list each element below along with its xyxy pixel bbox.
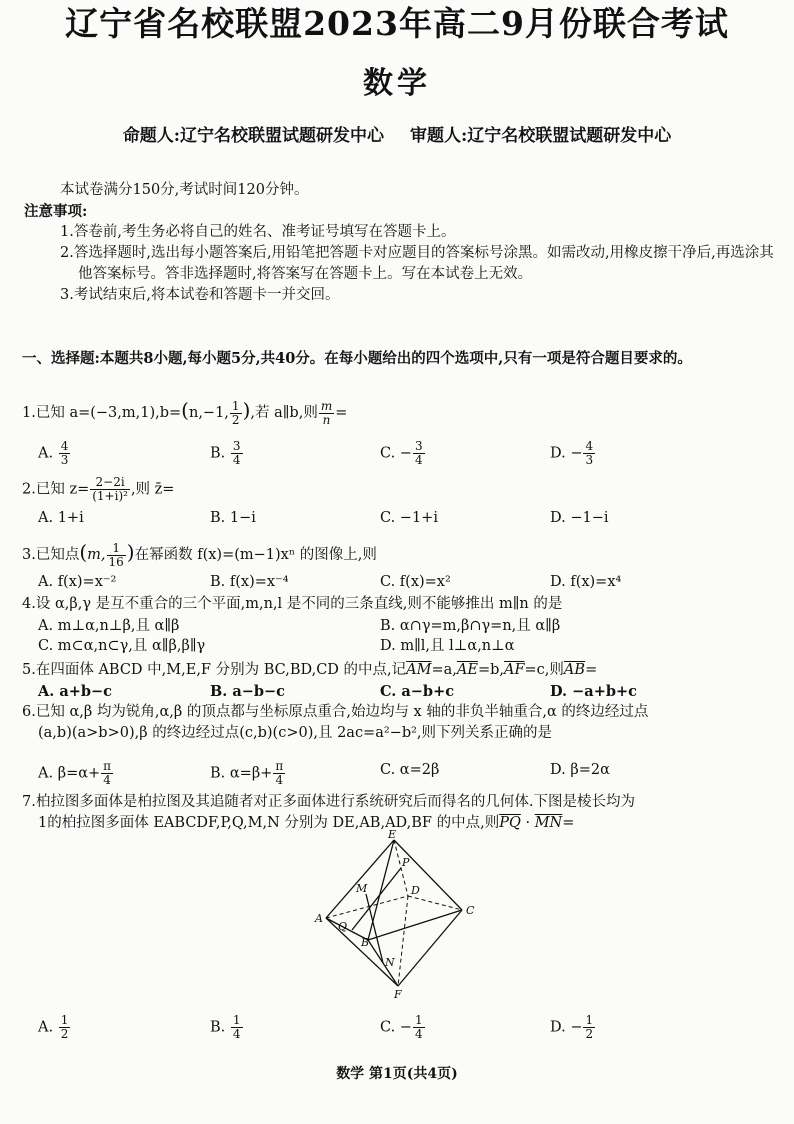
q5-stem-a: 5.在四面体 ABCD 中,M,E,F 分别为 BC,BD,CD 的中点,记 (22, 662, 407, 678)
q3-option-b[interactable]: B. f(x)=x⁻⁴ (210, 574, 289, 590)
q4-options (38, 616, 768, 660)
section-1-heading (22, 348, 774, 369)
subject-title: 数学 (363, 66, 431, 101)
section-1-text: 一、选择题:本题共8小题,每小题5分,共40分。在每小题给出的四个选项中,只有一项是符合题目要求的。 (22, 350, 692, 367)
q5-option-a[interactable]: A. a+b−c (38, 683, 113, 700)
q4-option-b[interactable]: B. α∩γ=m,β∩γ=n,且 α∥β (380, 618, 561, 634)
score-time: 本试卷满分150分,考试时间120分钟。 (60, 182, 309, 198)
q1-options (38, 439, 768, 467)
q6-option-d[interactable]: D. β=2α (550, 762, 610, 778)
q3-option-d[interactable]: D. f(x)=x⁴ (550, 574, 622, 590)
note-1: 1.答卷前,考生务必将自己的姓名、准考证号填写在答题卡上。 (60, 224, 456, 241)
edge-af (326, 918, 398, 986)
authors-line (0, 124, 794, 148)
intro-block (22, 180, 774, 306)
q2-fraction: $\frac{2-2i}{\text{(1+i)²}}$ (92, 475, 128, 503)
q3-point-m: m, (87, 547, 106, 563)
label-f: F (394, 988, 402, 1000)
reviewer: 审题人:辽宁名校联盟试题研发中心 (410, 126, 672, 146)
edge-bc (368, 910, 462, 940)
q7-vec-pq: $\overline{PQ}$ (499, 815, 521, 832)
q7-option-b[interactable]: B. $\frac{1}{4}$ (210, 1013, 241, 1041)
label-e: E (388, 830, 397, 841)
q4-option-c[interactable]: C. m⊂α,n⊂γ,且 α∥β,β∥γ (38, 638, 206, 654)
q5-vec-ae: $\overline{AE}$ (456, 662, 478, 678)
q5-vec-ab: $\overline{AB}$ (563, 662, 586, 678)
q3-fraction: $\frac{1}{16}$ (108, 540, 124, 569)
q2-option-d[interactable]: D. −1−i (550, 510, 609, 526)
q3-options (38, 572, 768, 596)
q5-vec-af: $\overline{AF}$ (503, 662, 525, 678)
q2-option-a[interactable]: A. 1+i (38, 510, 84, 526)
q1-stem-c: ,若 a∥b,则 (250, 405, 318, 421)
q4-option-d[interactable]: D. m∥l,且 l⊥α,n⊥α (380, 638, 515, 654)
label-b: B (361, 936, 370, 949)
q2-options (38, 508, 768, 532)
note-3: 3.考试结束后,将本试卷和答题卡一并交回。 (60, 287, 340, 304)
q6-line-2: (a,b)(a>b>0),β 的终边经过点(c,b)(c>0),且 2ac=a²−b²,则下列关系正确的是 (38, 725, 553, 742)
question-2 (22, 476, 774, 503)
q5-option-c[interactable]: C. a−b+c (380, 683, 455, 700)
q4-option-a[interactable]: A. m⊥α,n⊥β,且 α∥β (38, 618, 180, 634)
q6-option-c[interactable]: C. α=2β (380, 762, 440, 778)
octahedron-figure (312, 830, 492, 1000)
question-7 (22, 792, 774, 834)
label-a: A (315, 912, 323, 925)
q1-ratio: $\frac{m}{n}$ (320, 398, 333, 427)
q5-vec-am: $\overline{AM}$ (406, 662, 432, 678)
label-d: D (411, 884, 420, 897)
q6-option-a[interactable]: A. β=α+ $\frac{\pi}{4}$ (38, 759, 112, 787)
q1-option-b[interactable]: B. $\frac{3}{4}$ (210, 439, 241, 467)
q7-options (38, 1014, 768, 1044)
q1-stem-a: 1.已知 a=(−3,m,1),b= (22, 405, 182, 421)
q6-option-b[interactable]: B. α=β+ $\frac{\pi}{4}$ (210, 759, 284, 787)
q7-vec-mn: $\overline{MN}$ (534, 815, 563, 832)
setter: 命题人:辽宁名校联盟试题研发中心 (122, 126, 384, 146)
label-q: Q (338, 920, 348, 933)
q2-stem-b: ,则 z̄= (130, 481, 175, 498)
exam-title: 辽宁省名校联盟2023年高二9月份联合考试 (65, 4, 729, 43)
q1-option-d[interactable]: D. − $\frac{4}{3}$ (550, 439, 594, 467)
q2-option-b[interactable]: B. 1−i (210, 510, 256, 526)
edge-cf (398, 910, 462, 986)
edge-ec (394, 840, 462, 910)
q1-option-c[interactable]: C. − $\frac{3}{4}$ (380, 439, 423, 467)
q1-stem-b: n,−1, (188, 405, 229, 421)
question-4: 4.设 α,β,γ 是互不重合的三个平面,m,n,l 是不同的三条直线,则不能够推出 m∥n 的是 (22, 596, 563, 612)
q7-option-d[interactable]: D. − $\frac{1}{2}$ (550, 1013, 594, 1041)
question-1: 1.已知 a=(−3,m,1),b=(n,−1, $\frac{1}{2}$ ),若 a∥b,则 $\frac{m}{n}$ = (22, 398, 348, 427)
q5-option-d[interactable]: D. −a+b+c (550, 683, 637, 700)
question-6 (22, 702, 774, 744)
segment-pq (352, 868, 401, 930)
label-p: P (402, 856, 410, 869)
question-3: 3.已知点(m, $\frac{1}{16}$ )在幂函数 f(x)=(m−1)xⁿ 的图像上,则 (22, 540, 377, 569)
edge-dc-hidden (408, 896, 462, 910)
label-n: N (385, 956, 395, 969)
note-2: 2.答选择题时,选出每小题答案后,用铅笔把答题卡对应题目的答案标号涂黑。如需改动,用橡皮擦干净后,再选涂其他答案标号。答非选择题时,将答案写在答题卡上。写在本试卷上无效。 (60, 245, 774, 283)
q3-stem-a: 3.已知点 (22, 547, 80, 563)
q2-stem-a: 2.已知 z= (22, 481, 90, 498)
q7-line-1: 7.柏拉图多面体是柏拉图及其追随者对正多面体进行系统研究后而得名的几何体.下图是棱长均为 (22, 794, 635, 810)
q2-option-c[interactable]: C. −1+i (380, 510, 438, 526)
q3-option-c[interactable]: C. f(x)=x² (380, 574, 451, 590)
page-footer: 数学 第1页(共4页) (336, 1066, 458, 1082)
label-c: C (466, 904, 475, 917)
question-5: 5.在四面体 ABCD 中,M,E,F 分别为 BC,BD,CD 的中点,记$\overline{AM}=a,\overline{AE}=b,\overline{AF}=c$,则$\overline{AB}=$ (22, 662, 598, 678)
q7-option-a[interactable]: A. $\frac{1}{2}$ (38, 1013, 69, 1041)
q5-option-b[interactable]: B. a−b−c (210, 683, 286, 700)
notes-title: 注意事项: (24, 203, 88, 221)
q6-line-1: 6.已知 α,β 均为锐角,α,β 的顶点都与坐标原点重合,始边均与 x 轴的非负半轴重合,α 的终边经过点 (22, 704, 649, 720)
q6-options (38, 759, 768, 787)
q7-line-2: 1的柏拉图多面体 EABCDF,P,Q,M,N 分别为 DE,AB,AD,BF 的中点,则$\overline{PQ} \cdot \overline{MN}=$ (38, 815, 575, 832)
q1-half: $\frac{1}{2}$ (231, 398, 240, 427)
label-m: M (356, 882, 368, 895)
edge-df-hidden (398, 896, 408, 986)
q1-stem-d: = (335, 405, 348, 421)
q3-option-a[interactable]: A. f(x)=x⁻² (38, 574, 117, 590)
q7-option-c[interactable]: C. − $\frac{1}{4}$ (380, 1013, 423, 1041)
q1-option-a[interactable]: A. $\frac{4}{3}$ (38, 439, 69, 467)
q3-stem-b: 在幂函数 f(x)=(m−1)xⁿ 的图像上,则 (134, 547, 377, 563)
segment-mn (366, 894, 383, 963)
